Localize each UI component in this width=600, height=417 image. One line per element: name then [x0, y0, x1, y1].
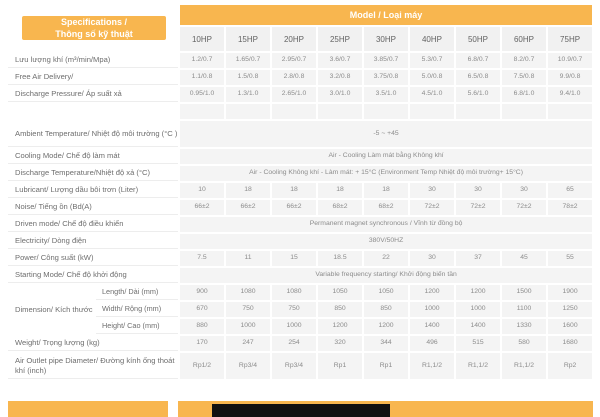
value-cell: 2.95/0.7 [272, 53, 316, 68]
value-cell: 3.2/0.8 [318, 70, 362, 85]
value-cell: 1400 [456, 319, 500, 334]
value-cell: 4.5/1.0 [410, 87, 454, 102]
value-cell: 900 [180, 285, 224, 300]
value-cell: 1.5/0.8 [226, 70, 270, 85]
value-cell: 72±2 [456, 200, 500, 215]
value-cell: 5.3/0.7 [410, 53, 454, 68]
table-row [8, 319, 592, 334]
value-cell: 254 [272, 336, 316, 351]
value-cell: 78±2 [548, 200, 592, 215]
value-cell: 1050 [364, 285, 408, 300]
model-column-header: 50HP [456, 27, 500, 51]
model-column-header: 40HP [410, 27, 454, 51]
spec-header-line1: Specifications / [60, 16, 128, 27]
model-column-header: 60HP [502, 27, 546, 51]
value-cell: 1000 [226, 319, 270, 334]
value-cell: 170 [180, 336, 224, 351]
value-cell: Rp1/2 [180, 353, 224, 379]
value-cell: 247 [226, 336, 270, 351]
value-cell: 1000 [456, 302, 500, 317]
table-row [8, 166, 592, 181]
value-cell: 45 [502, 251, 546, 266]
table-row [8, 353, 592, 379]
value-cell: 5.6/1.0 [456, 87, 500, 102]
value-cell: 11 [226, 251, 270, 266]
value-cell: Rp1 [318, 353, 362, 379]
merged-value-cell: Air - Cooling Không khí - Làm mát: + 15°C (Environment Temp Nhiệt độ môi trường+ 15°C) [180, 166, 592, 181]
value-cell: 1600 [548, 319, 592, 334]
model-column-header: 15HP [226, 27, 270, 51]
empty-label-cell [8, 104, 178, 119]
value-cell: 670 [180, 302, 224, 317]
value-cell: 68±2 [318, 200, 362, 215]
value-cell: 66±2 [180, 200, 224, 215]
merged-value-cell: 380V/50HZ [180, 234, 592, 249]
dimension-sub-label: Length/ Dài (mm) [96, 285, 178, 300]
merged-value-cell: Variable frequency starting/ Khởi động biến tần [180, 268, 592, 283]
value-cell: Rp3/4 [226, 353, 270, 379]
value-cell: 3.5/1.0 [364, 87, 408, 102]
value-cell: 2.65/1.0 [272, 87, 316, 102]
table-row [8, 285, 592, 300]
value-cell: 850 [318, 302, 362, 317]
value-cell: 66±2 [272, 200, 316, 215]
merged-value-cell: Air - Cooling Làm mát bằng Không khí [180, 149, 592, 164]
row-label: Lưu lượng khí (m³/min/Mpa) [8, 53, 178, 68]
empty-cell [502, 104, 546, 119]
value-cell: 65 [548, 183, 592, 198]
value-cell: 18 [364, 183, 408, 198]
row-label: Power/ Công suất (kW) [8, 251, 178, 266]
value-cell: 1050 [318, 285, 362, 300]
value-cell: 10 [180, 183, 224, 198]
value-cell: 0.95/1.0 [180, 87, 224, 102]
spec-table-body [8, 5, 592, 379]
value-cell: Rp2 [548, 353, 592, 379]
value-cell: Rp3/4 [272, 353, 316, 379]
empty-cell [456, 104, 500, 119]
value-cell: 1250 [548, 302, 592, 317]
value-cell: 344 [364, 336, 408, 351]
value-cell: 1900 [548, 285, 592, 300]
table-row [8, 87, 592, 102]
value-cell: 2.8/0.8 [272, 70, 316, 85]
spec-header-box [22, 16, 166, 40]
spec-header-line2: Thông số kỹ thuật [55, 29, 133, 39]
value-cell: 7.5 [180, 251, 224, 266]
value-cell: R1,1/2 [456, 353, 500, 379]
empty-cell [226, 104, 270, 119]
value-cell: 15 [272, 251, 316, 266]
value-cell: 6.8/1.0 [502, 87, 546, 102]
table-row [8, 121, 592, 147]
header-row [8, 5, 592, 25]
value-cell: 3.0/1.0 [318, 87, 362, 102]
value-cell: 18 [272, 183, 316, 198]
value-cell: 3.85/0.7 [364, 53, 408, 68]
value-cell: 1080 [226, 285, 270, 300]
value-cell: 66±2 [226, 200, 270, 215]
row-label: Weight/ Trọng lượng (kg) [8, 336, 178, 351]
value-cell: 5.0/0.8 [410, 70, 454, 85]
table-row [8, 200, 592, 215]
value-cell: Rp1 [364, 353, 408, 379]
table-row [8, 234, 592, 249]
dimension-sub-label: Height/ Cao (mm) [96, 319, 178, 334]
value-cell: 72±2 [502, 200, 546, 215]
row-label: Free Air Delivery/ [8, 70, 178, 85]
value-cell: 6.8/0.7 [456, 53, 500, 68]
empty-cell [410, 104, 454, 119]
merged-value-cell: -5 ~ +45 [180, 121, 592, 147]
value-cell: 1200 [456, 285, 500, 300]
model-column-header: 20HP [272, 27, 316, 51]
table-row [8, 70, 592, 85]
row-label: Starting Mode/ Chế độ khởi động [8, 268, 178, 283]
value-cell: 30 [502, 183, 546, 198]
value-cell: 320 [318, 336, 362, 351]
value-cell: 1000 [272, 319, 316, 334]
value-cell: 9.9/0.8 [548, 70, 592, 85]
model-column-header: 10HP [180, 27, 224, 51]
value-cell: 68±2 [364, 200, 408, 215]
footer-accent-bar-left [8, 401, 168, 417]
value-cell: 3.6/0.7 [318, 53, 362, 68]
value-cell: 1330 [502, 319, 546, 334]
value-cell: 1080 [272, 285, 316, 300]
value-cell: 580 [502, 336, 546, 351]
value-cell: 496 [410, 336, 454, 351]
row-label: Ambient Temperature/ Nhiệt độ môi trường (°C ) [8, 121, 178, 147]
table-row [8, 251, 592, 266]
value-cell: 1.65/0.7 [226, 53, 270, 68]
value-cell: 55 [548, 251, 592, 266]
value-cell: R1,1/2 [502, 353, 546, 379]
empty-cell [548, 104, 592, 119]
empty-cell [180, 104, 224, 119]
row-label: Discharge Pressure/ Áp suất xả [8, 87, 178, 102]
value-cell: 1400 [410, 319, 454, 334]
value-cell: 1000 [410, 302, 454, 317]
table-row [8, 53, 592, 68]
value-cell: 18.5 [318, 251, 362, 266]
row-label: Driven mode/ Chế độ điều khiển [8, 217, 178, 232]
row-label: Air Outlet pipe Diameter/ Đường kính ống thoát khí (inch) [8, 353, 178, 379]
table-row [8, 183, 592, 198]
merged-value-cell: Permanent magnet synchronous / Vĩnh từ đồng bộ [180, 217, 592, 232]
row-label: Discharge Temperature/Nhiệt độ xả (°C) [8, 166, 178, 181]
value-cell: 1.1/0.8 [180, 70, 224, 85]
value-cell: 1500 [502, 285, 546, 300]
table-row [8, 149, 592, 164]
value-cell: 750 [226, 302, 270, 317]
dimension-sub-label: Width/ Rộng (mm) [96, 302, 178, 317]
next-table-black-header [212, 404, 390, 417]
row-label: Cooling Mode/ Chế độ làm mát [8, 149, 178, 164]
spec-table [6, 3, 594, 381]
dimension-group-label: Dimension/ Kích thước [8, 285, 94, 334]
value-cell: 1680 [548, 336, 592, 351]
value-cell: 9.4/1.0 [548, 87, 592, 102]
empty-cell [272, 104, 316, 119]
value-cell: 1.2/0.7 [180, 53, 224, 68]
value-cell: 30 [456, 183, 500, 198]
table-row [8, 336, 592, 351]
value-cell: 1200 [410, 285, 454, 300]
value-cell: 3.75/0.8 [364, 70, 408, 85]
value-cell: 10.9/0.7 [548, 53, 592, 68]
value-cell: 72±2 [410, 200, 454, 215]
empty-cell [318, 104, 362, 119]
value-cell: 18 [226, 183, 270, 198]
value-cell: 1200 [318, 319, 362, 334]
value-cell: 750 [272, 302, 316, 317]
value-cell: 30 [410, 183, 454, 198]
value-cell: 6.5/0.8 [456, 70, 500, 85]
model-column-header: 75HP [548, 27, 592, 51]
row-label: Lubricant/ Lượng dầu bôi trơn (Liter) [8, 183, 178, 198]
empty-cell [364, 104, 408, 119]
model-header-bar: Model / Loại máy [180, 5, 592, 25]
value-cell: 880 [180, 319, 224, 334]
model-column-header: 30HP [364, 27, 408, 51]
value-cell: R1,1/2 [410, 353, 454, 379]
value-cell: 7.5/0.8 [502, 70, 546, 85]
value-cell: 37 [456, 251, 500, 266]
value-cell: 1100 [502, 302, 546, 317]
value-cell: 1200 [364, 319, 408, 334]
table-row [8, 302, 592, 317]
row-label: Noise/ Tiếng ồn (Bd(A) [8, 200, 178, 215]
value-cell: 8.2/0.7 [502, 53, 546, 68]
table-row [8, 268, 592, 283]
value-cell: 1.3/1.0 [226, 87, 270, 102]
table-row [8, 104, 592, 119]
value-cell: 515 [456, 336, 500, 351]
value-cell: 18 [318, 183, 362, 198]
table-row [8, 217, 592, 232]
value-cell: 30 [410, 251, 454, 266]
value-cell: 22 [364, 251, 408, 266]
row-label: Electricity/ Dòng điện [8, 234, 178, 249]
value-cell: 850 [364, 302, 408, 317]
spec-header-cell [8, 5, 178, 51]
model-column-header: 25HP [318, 27, 362, 51]
